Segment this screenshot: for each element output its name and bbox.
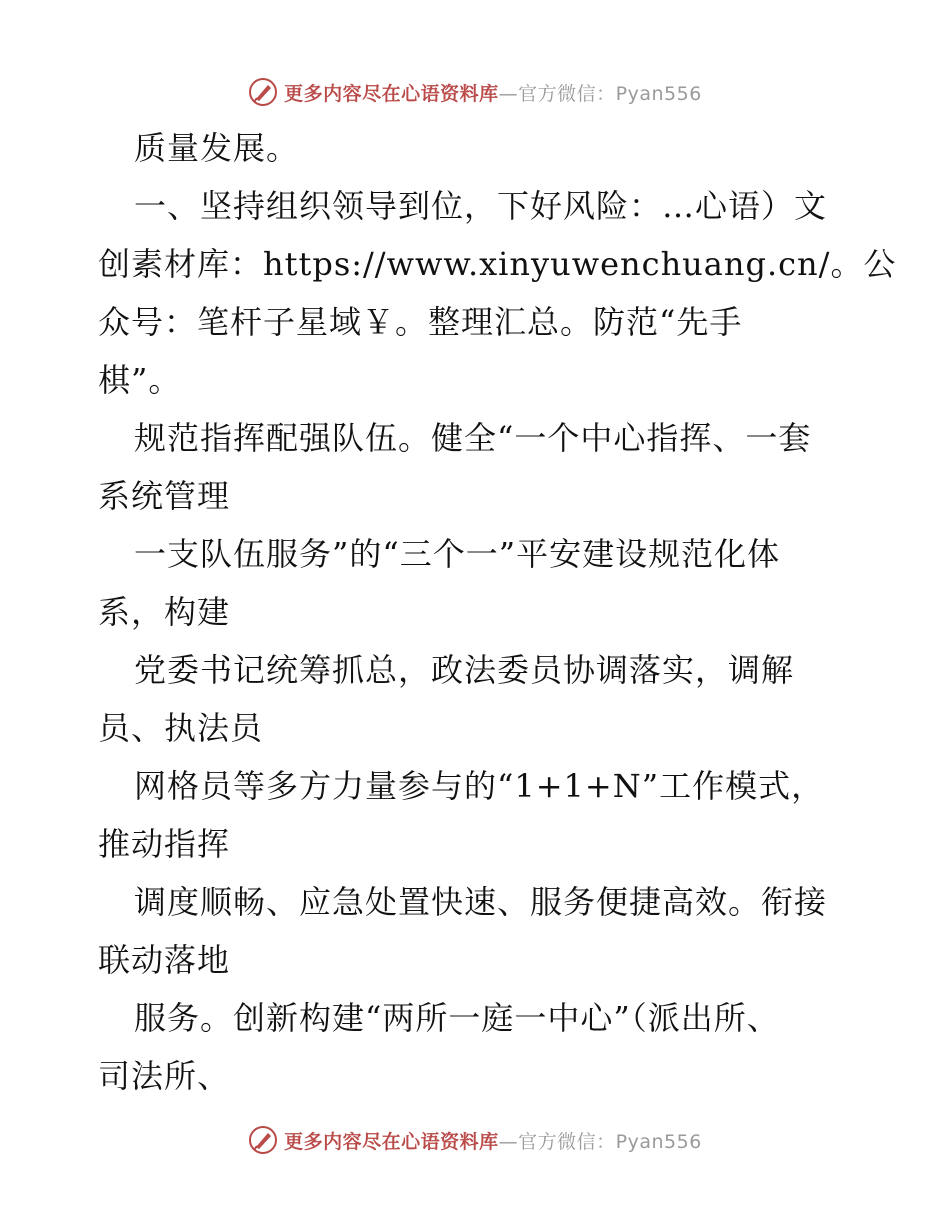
body-line: 棋”。	[98, 361, 182, 399]
watermark-text	[284, 1127, 702, 1154]
body-line: 服务。创新构建“两所一庭一中心”（派出所、	[134, 999, 780, 1037]
body-line: 系，构建	[98, 593, 231, 631]
watermark-dash: —	[498, 1130, 519, 1153]
body-line: 众号：笔杆子星域￥。整理汇总。防范“先手	[98, 303, 743, 341]
body-line: 司法所、	[98, 1057, 231, 1095]
body-line: 调度顺畅、应急处置快速、服务便捷高效。衔接	[134, 883, 828, 921]
watermark-brand: 更多内容尽在心语资料库	[284, 82, 499, 105]
body-line: 一支队伍服务”的“三个一”平安建设规范化体	[134, 535, 781, 573]
watermark-contact: 官方微信：Pyan556	[518, 82, 702, 105]
footer-watermark	[0, 1120, 950, 1160]
quill-logo-icon	[248, 77, 278, 107]
watermark-text	[284, 79, 702, 106]
watermark-brand: 更多内容尽在心语资料库	[284, 1130, 499, 1153]
body-line: 联动落地	[98, 941, 231, 979]
body-line: 规范指挥配强队伍。健全“一个中心指挥、一套	[134, 419, 812, 457]
body-line: 党委书记统筹抓总，政法委员协调落实，调解	[134, 651, 795, 689]
body-line: 创素材库：https://www.xinyuwenchuang.cn/。公	[98, 245, 897, 283]
body-line: 网格员等多方力量参与的“1+1+N”工作模式，	[134, 767, 825, 805]
body-line: 员、执法员	[98, 709, 264, 747]
watermark-dash: —	[498, 82, 519, 105]
header-watermark	[0, 72, 950, 112]
body-line: 系统管理	[98, 477, 231, 515]
body-line: 一、坚持组织领导到位，下好风险：…心语）文	[134, 187, 828, 225]
watermark-contact: 官方微信：Pyan556	[518, 1130, 702, 1153]
quill-logo-icon	[248, 1125, 278, 1155]
body-line: 推动指挥	[98, 825, 231, 863]
body-line: 质量发展。	[134, 129, 300, 167]
